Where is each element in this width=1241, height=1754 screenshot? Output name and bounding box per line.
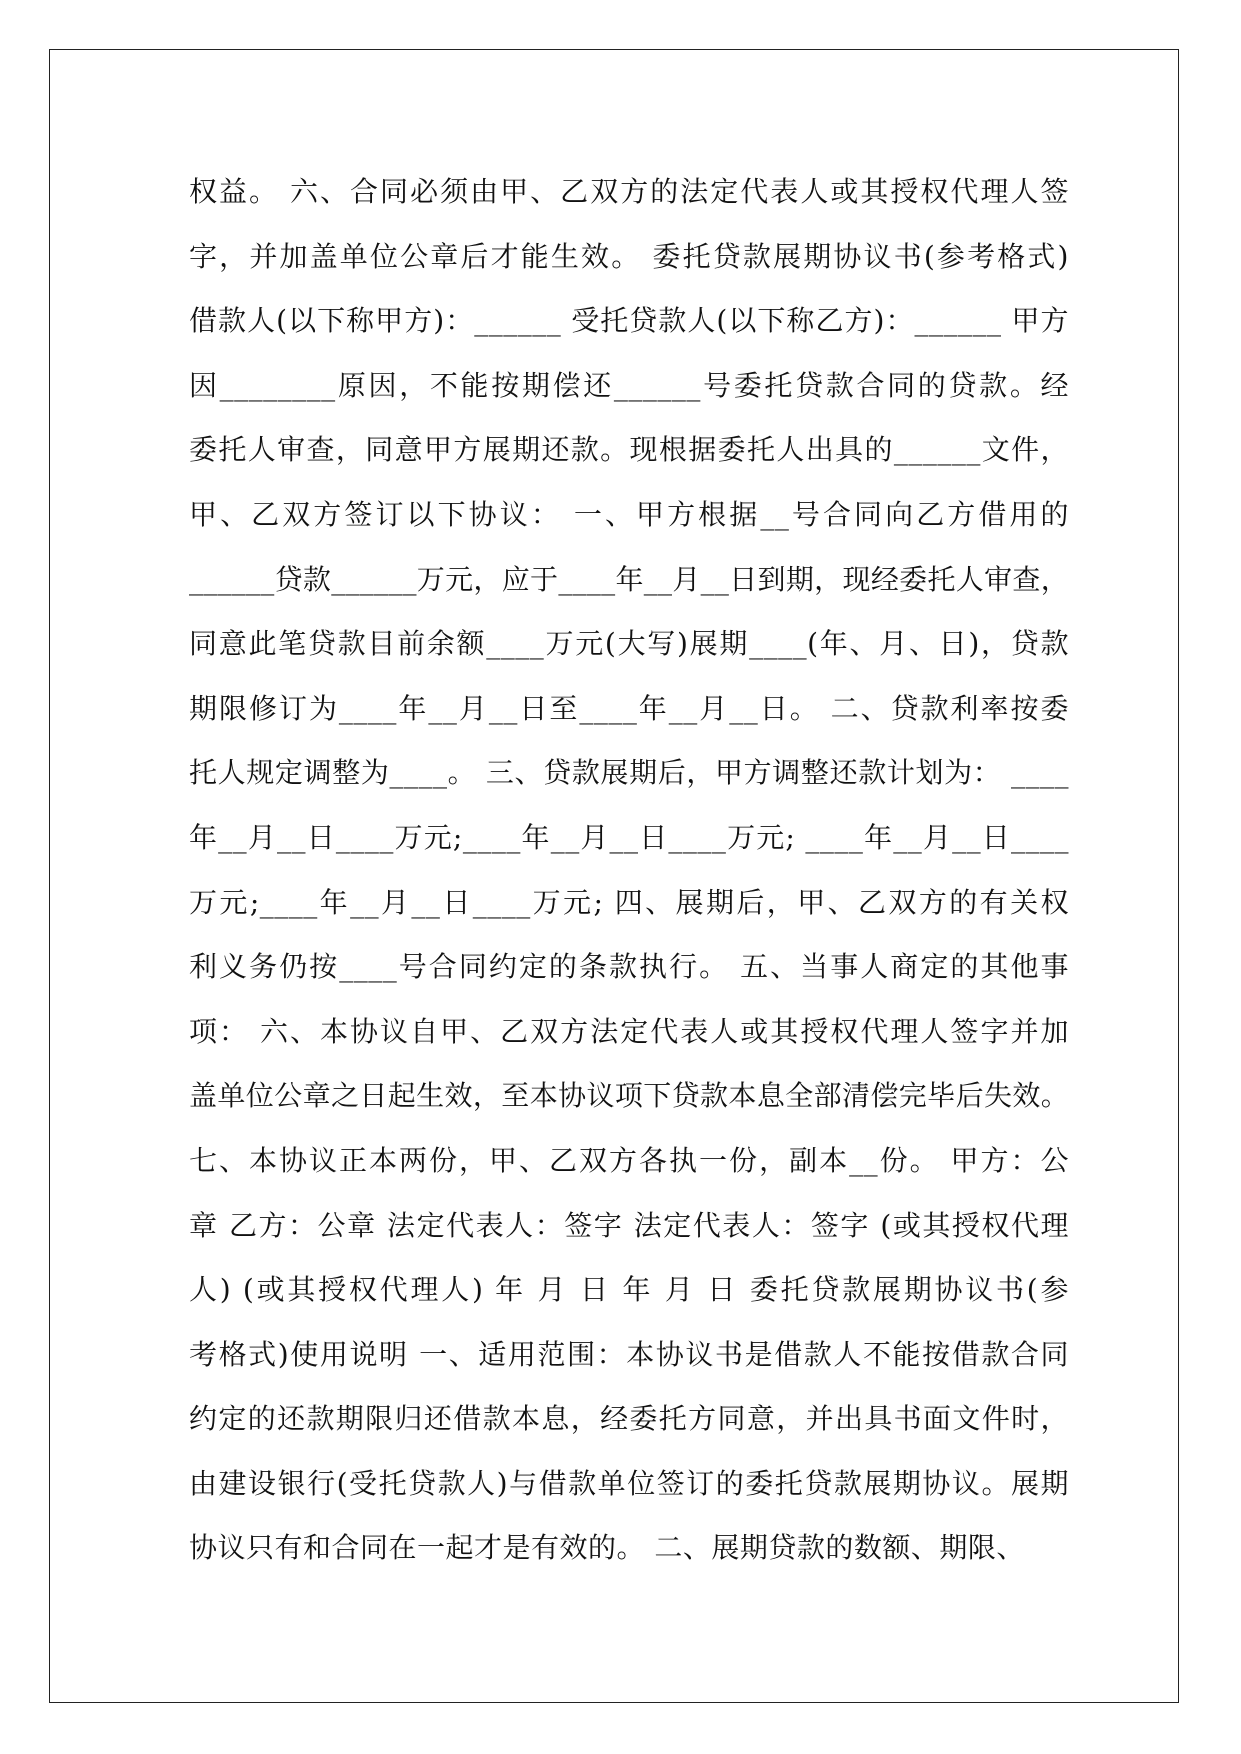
text-line: 协议只有和合同在一起才是有效的。 二、展期贷款的数额、期限、 [189,1531,1025,1565]
text-line: 约定的还款期限归还借款本息，经委托方同意，并出具书面文件时， [189,1402,1069,1436]
text-line: 章 乙方：公章 法定代表人：签字 法定代表人：签字 (或其授权代理 [189,1208,1069,1242]
text-line: 年__月__日____万元;____年__月__日____万元; ____年__月__日____ [189,820,1069,854]
text-line: 考格式)使用说明 一、适用范围：本协议书是借款人不能按借款合同 [189,1337,1069,1371]
text-line: 由建设银行(受托贷款人)与借款单位签订的委托贷款展期协议。展期 [189,1466,1069,1500]
text-line: 委托人审查，同意甲方展期还款。现根据委托人出具的______文件， [189,433,1069,467]
text-line: ______贷款______万元，应于____年__月__日到期，现经委托人审查， [189,562,1069,596]
text-line: 托人规定调整为____。 三、贷款展期后，甲方调整还款计划为： ____ [189,756,1069,790]
text-line: 借款人(以下称甲方)：______ 受托贷款人(以下称乙方)：______ 甲方 [189,304,1069,338]
text-line: 利义务仍按____号合同约定的条款执行。 五、当事人商定的其他事 [189,950,1069,984]
text-line: 甲、乙双方签订以下协议： 一、甲方根据__号合同向乙方借用的 [189,497,1069,531]
text-line: 字，并加盖单位公章后才能生效。 委托贷款展期协议书(参考格式) [189,239,1069,273]
text-line: 权益。 六、合同必须由甲、乙双方的法定代表人或其授权代理人签 [189,175,1069,208]
text-line: 项： 六、本协议自甲、乙双方法定代表人或其授权代理人签字并加 [189,1014,1069,1048]
document-body [189,160,1069,1581]
text-line: 同意此笔贷款目前余额____万元(大写)展期____(年、月、日)，贷款 [189,627,1069,661]
text-line: 期限修订为____年__月__日至____年__月__日。 二、贷款利率按委 [189,691,1069,725]
text-line: 因________原因，不能按期偿还______号委托贷款合同的贷款。经 [189,368,1069,402]
text-line: 人) (或其授权代理人) 年 月 日 年 月 日 委托贷款展期协议书(参 [189,1273,1069,1307]
text-line: 万元;____年__月__日____万元; 四、展期后，甲、乙双方的有关权 [189,885,1069,919]
text-line: 七、本协议正本两份，甲、乙双方各执一份，副本__份。 甲方：公 [189,1143,1069,1177]
text-line: 盖单位公章之日起生效，至本协议项下贷款本息全部清偿完毕后失效。 [189,1079,1069,1113]
